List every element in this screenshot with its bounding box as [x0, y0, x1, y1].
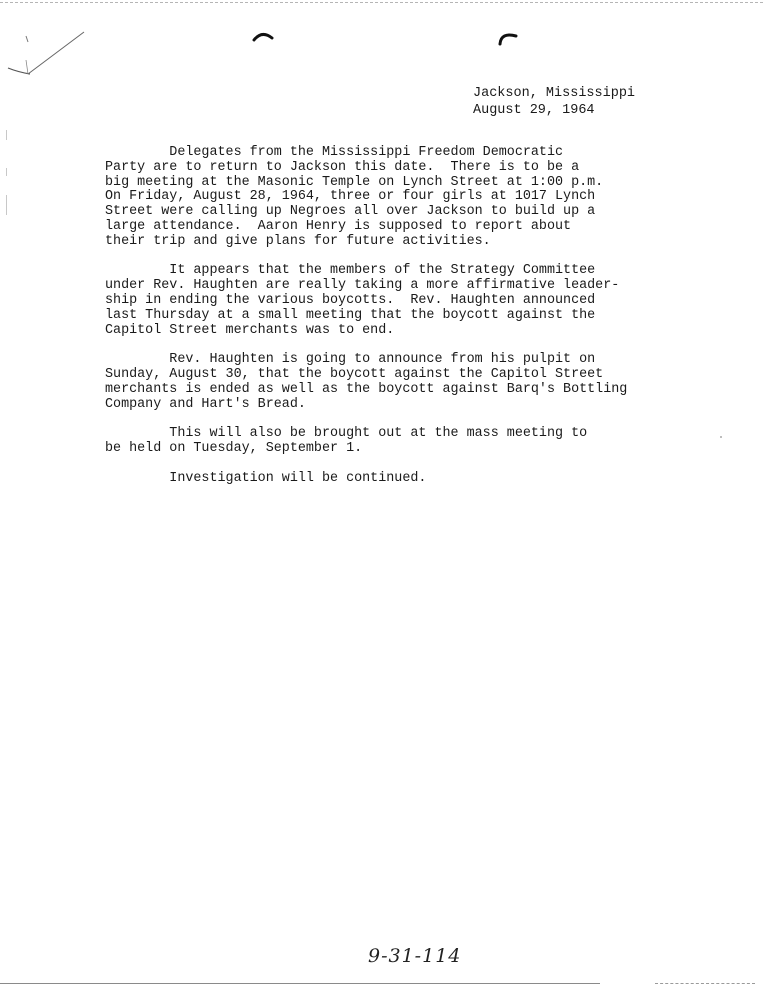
bottom-edge-line: [0, 983, 600, 984]
punch-hole-right: [497, 30, 519, 46]
paragraph-5: Investigation will be continued.: [105, 470, 427, 486]
corner-check-mark: [4, 28, 94, 83]
paragraph-1: Delegates from the Mississippi Freedom Democratic Party are to return to Jackson this date. There is to be a big meeting at the Masonic Temple on Lynch Street at 1:00 p.m. On Friday, August 28, 1964, three or four girls at 1017 Lynch Street were calling up Negroes all over Jackson to build up a large attendance. Aaron Henry is supposed to report about their trip and give plans for future activities.: [105, 145, 604, 249]
margin-mark: [6, 168, 7, 176]
letter-body: [105, 146, 705, 501]
margin-mark: [6, 195, 7, 215]
top-edge-dashes: [0, 2, 763, 3]
paragraph-2: It appears that the members of the Strategy Committee under Rev. Haughten are really taking a more affirmative leader- ship in ending the various boycotts. Rev. Haughten announced last Thursday at a small meeting that the boycott against the Capitol Street merchants was to end.: [105, 263, 620, 338]
page-speck: [720, 436, 722, 438]
letter-header: [473, 85, 635, 119]
paragraph-3: Rev. Haughten is going to announce from his pulpit on Sunday, August 30, that the boycott against the Capitol Street merchants is ended as well as the boycott against Barq's Bottling Company and Hart's Bread.: [105, 352, 628, 412]
margin-mark: [6, 130, 7, 140]
bottom-edge-dashes: [655, 983, 755, 984]
punch-hole-left: [252, 30, 274, 44]
header-location: Jackson, Mississippi: [473, 86, 636, 101]
header-date: August 29, 1964: [473, 103, 595, 118]
handwritten-file-number: 9-31-114: [368, 945, 462, 967]
paragraph-4: This will also be brought out at the mass meeting to be held on Tuesday, September 1.: [105, 426, 588, 456]
